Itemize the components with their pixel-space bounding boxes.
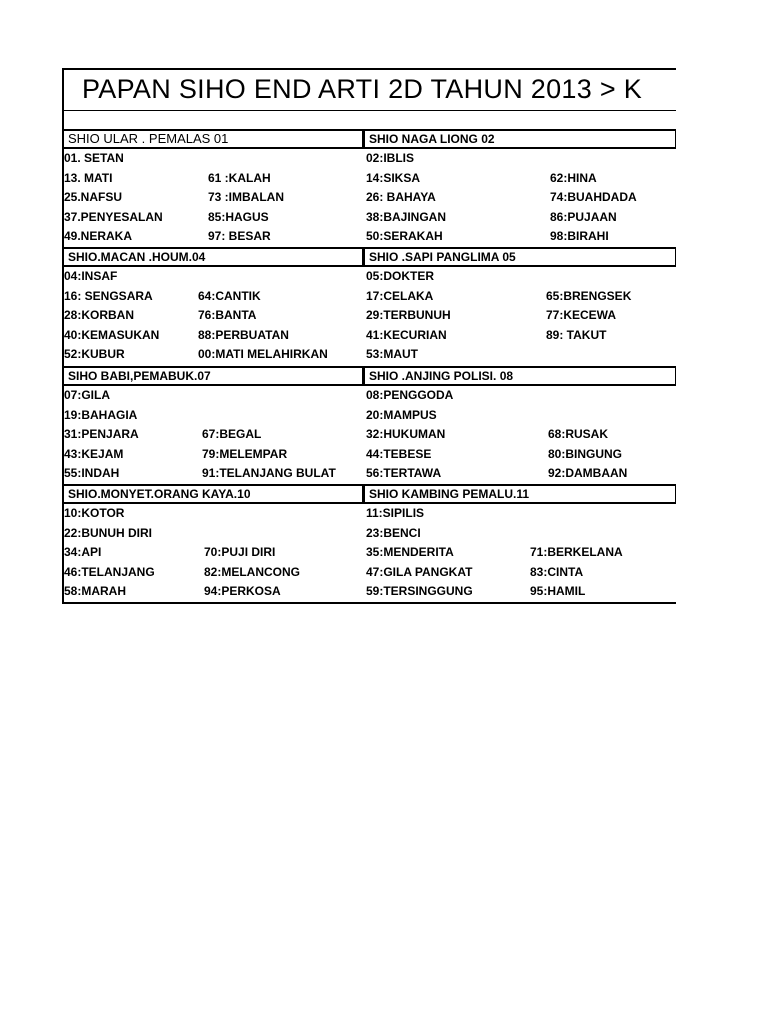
table-cell: 23:BENCI: [366, 525, 421, 540]
table-cell: 76:BANTA: [198, 308, 257, 323]
table-cell: 47:GILA PANGKAT: [366, 564, 473, 579]
spreadsheet-sheet: [62, 68, 676, 604]
table-cell: 88:PERBUATAN: [198, 327, 289, 342]
table-cell: 64:CANTIK: [198, 288, 261, 303]
table-cell: 71:BERKELANA: [530, 545, 623, 560]
table-cell: 80:BINGUNG: [548, 446, 623, 461]
table-cell: 68:RUSAK: [548, 427, 609, 442]
section-header-left: SHIO ULAR . PEMALAS 01: [62, 129, 364, 149]
section-header-right: SHIO KAMBING PEMALU.11: [363, 484, 676, 504]
table-cell: 43:KEJAM: [64, 446, 124, 461]
table-cell: 22:BUNUH DIRI: [64, 525, 153, 540]
table-cell: 94:PERKOSA: [204, 584, 281, 599]
section-header-left: SHIO.MONYET.ORANG KAYA.10: [62, 484, 364, 504]
table-cell: 62:HINA: [550, 170, 597, 185]
table-cell: 92:DAMBAAN: [548, 466, 628, 481]
table-cell: 02:IBLIS: [366, 151, 415, 165]
table-cell: 25.NAFSU: [64, 190, 123, 205]
table-cell: 74:BUAHDADA: [550, 190, 637, 205]
table-cell: 08:PENGGODA: [366, 388, 454, 402]
table-cell: 82:MELANCONG: [204, 564, 301, 579]
table-cell: 14:SIKSA: [366, 170, 421, 185]
table-cell: 05:DOKTER: [366, 269, 435, 283]
table-cell: 13. MATI: [64, 170, 113, 185]
table-cell: 07:GILA: [64, 388, 111, 402]
table-cell: 32:HUKUMAN: [366, 427, 446, 442]
table-cell: 65:BRENGSEK: [546, 288, 632, 303]
border-bottom: [62, 602, 676, 604]
table-cell: 58:MARAH: [64, 584, 127, 599]
table-cell: 40:KEMASUKAN: [64, 327, 160, 342]
table-cell: 41:KECURIAN: [366, 327, 447, 342]
table-cell: 31:PENJARA: [64, 427, 139, 442]
table-cell: 98:BIRAHI: [550, 229, 609, 244]
table-cell: 79:MELEMPAR: [202, 446, 288, 461]
section-header-left: SIHO BABI,PEMABUK.07: [62, 366, 364, 386]
table-cell: 89: TAKUT: [546, 327, 607, 342]
page-title: PAPAN SIHO END ARTI 2D TAHUN 2013 > K: [82, 74, 643, 104]
table-cell: 77:KECEWA: [546, 308, 617, 323]
table-cell: 61 :KALAH: [208, 170, 271, 185]
table-cell: 95:HAMIL: [530, 584, 586, 599]
section-header-left: SHIO.MACAN .HOUM.04: [62, 247, 364, 267]
section-header-right: SHIO .SAPI PANGLIMA 05: [363, 247, 676, 267]
table-cell: 17:CELAKA: [366, 288, 434, 303]
border-top: [62, 68, 676, 70]
table-cell: 26: BAHAYA: [366, 190, 436, 205]
table-cell: 28:KORBAN: [64, 308, 135, 323]
table-cell: 34:API: [64, 545, 102, 560]
table-cell: 86:PUJAAN: [550, 209, 617, 224]
table-cell: 91:TELANJANG BULAT: [202, 466, 336, 481]
table-cell: 49.NERAKA: [64, 229, 133, 244]
table-cell: 29:TERBUNUH: [366, 308, 451, 323]
table-cell: 67:BEGAL: [202, 427, 262, 442]
table-cell: 50:SERAKAH: [366, 229, 443, 244]
table-cell: 04:INSAF: [64, 269, 118, 283]
table-cell: 16: SENGSARA: [64, 288, 153, 303]
table-cell: 59:TERSINGGUNG: [366, 584, 473, 599]
table-cell: 37.PENYESALAN: [64, 209, 163, 224]
table-cell: 10:KOTOR: [64, 506, 125, 520]
table-cell: 56:TERTAWA: [366, 466, 442, 481]
table-cell: 19:BAHAGIA: [64, 407, 138, 422]
section-header-right: SHIO .ANJING POLISI. 08: [363, 366, 676, 386]
table-cell: 44:TEBESE: [366, 446, 432, 461]
table-cell: 83:CINTA: [530, 564, 584, 579]
table-cell: 01. SETAN: [64, 151, 124, 165]
table-cell: 53:MAUT: [366, 347, 419, 362]
table-cell: 55:INDAH: [64, 466, 120, 481]
table-cell: 00:MATI MELAHIRKAN: [198, 347, 328, 362]
table-cell: 11:SIPILIS: [366, 506, 425, 520]
table-cell: 38:BAJINGAN: [366, 209, 447, 224]
table-cell: 46:TELANJANG: [64, 564, 155, 579]
table-cell: 52:KUBUR: [64, 347, 125, 362]
section-header-right: SHIO NAGA LIONG 02: [363, 129, 676, 149]
table-cell: 85:HAGUS: [208, 209, 269, 224]
divider: [62, 110, 676, 111]
table-cell: 73 :IMBALAN: [208, 190, 285, 205]
table-cell: 70:PUJI DIRI: [204, 545, 276, 560]
table-cell: 20:MAMPUS: [366, 407, 437, 422]
table-cell: 97: BESAR: [208, 229, 271, 244]
table-cell: 35:MENDERITA: [366, 545, 454, 560]
